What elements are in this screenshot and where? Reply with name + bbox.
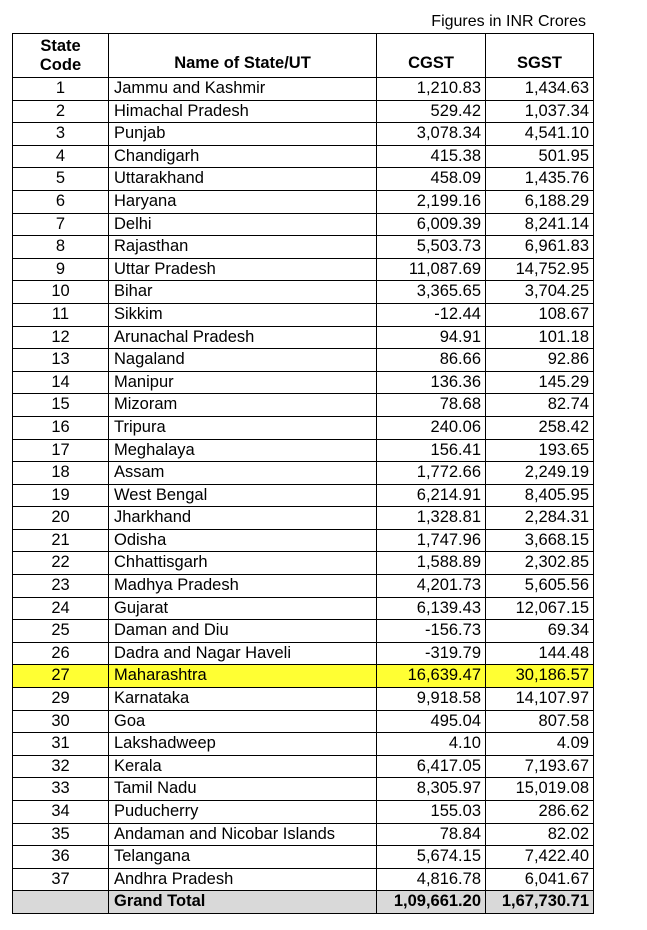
state-name-cell: Telangana xyxy=(109,846,377,869)
state-code-cell: 30 xyxy=(13,710,109,733)
table-row xyxy=(13,507,594,530)
table-row xyxy=(13,416,594,439)
sgst-cell: 286.62 xyxy=(486,801,594,824)
state-name-cell: Chandigarh xyxy=(109,145,377,168)
cgst-cell: 86.66 xyxy=(377,349,486,372)
state-name-cell: Jammu and Kashmir xyxy=(109,78,377,101)
sgst-cell: 69.34 xyxy=(486,620,594,643)
table-row xyxy=(13,326,594,349)
table-header xyxy=(13,34,594,78)
state-name-cell: Himachal Pradesh xyxy=(109,100,377,123)
table-footer xyxy=(13,891,594,914)
state-name-cell: Chhattisgarh xyxy=(109,552,377,575)
table-row xyxy=(13,145,594,168)
sgst-cell: 1,037.34 xyxy=(486,100,594,123)
cgst-cell: 1,210.83 xyxy=(377,78,486,101)
state-code-cell: 7 xyxy=(13,213,109,236)
cgst-cell: 2,199.16 xyxy=(377,190,486,213)
sgst-cell: 82.02 xyxy=(486,823,594,846)
state-name-cell: Tripura xyxy=(109,416,377,439)
sgst-cell: 101.18 xyxy=(486,326,594,349)
sgst-cell: 258.42 xyxy=(486,416,594,439)
sgst-cell: 1,434.63 xyxy=(486,78,594,101)
table-row xyxy=(13,236,594,259)
state-code-cell: 13 xyxy=(13,349,109,372)
state-code-cell: 8 xyxy=(13,236,109,259)
state-name-cell: Uttarakhand xyxy=(109,168,377,191)
table-row xyxy=(13,597,594,620)
sgst-cell: 15,019.08 xyxy=(486,778,594,801)
table-row xyxy=(13,123,594,146)
table-row xyxy=(13,823,594,846)
sgst-cell: 3,668.15 xyxy=(486,529,594,552)
table-row xyxy=(13,688,594,711)
table-row xyxy=(13,778,594,801)
table-row xyxy=(13,281,594,304)
cgst-cell: 6,214.91 xyxy=(377,484,486,507)
table-row xyxy=(13,168,594,191)
table-row xyxy=(13,801,594,824)
cgst-cell: 1,328.81 xyxy=(377,507,486,530)
state-name-cell: Lakshadweep xyxy=(109,733,377,756)
sgst-cell: 7,422.40 xyxy=(486,846,594,869)
state-code-cell: 31 xyxy=(13,733,109,756)
state-name-cell: Nagaland xyxy=(109,349,377,372)
sgst-cell: 144.48 xyxy=(486,642,594,665)
grand-total-row xyxy=(13,891,594,914)
cgst-cell: 5,674.15 xyxy=(377,846,486,869)
state-name-cell: Maharashtra xyxy=(109,665,377,688)
sgst-cell: 193.65 xyxy=(486,439,594,462)
state-name-cell: West Bengal xyxy=(109,484,377,507)
cgst-cell: 529.42 xyxy=(377,100,486,123)
state-code-cell: 22 xyxy=(13,552,109,575)
state-code-cell: 15 xyxy=(13,394,109,417)
state-name-cell: Mizoram xyxy=(109,394,377,417)
state-name-cell: Odisha xyxy=(109,529,377,552)
state-code-cell: 9 xyxy=(13,258,109,281)
state-code-cell: 17 xyxy=(13,439,109,462)
table-row xyxy=(13,303,594,326)
sgst-cell: 5,605.56 xyxy=(486,575,594,598)
state-code-cell: 26 xyxy=(13,642,109,665)
state-code-cell: 11 xyxy=(13,303,109,326)
state-code-cell: 36 xyxy=(13,846,109,869)
state-name-cell: Delhi xyxy=(109,213,377,236)
grand-total-label: Grand Total xyxy=(109,891,377,914)
state-name-cell: Andaman and Nicobar Islands xyxy=(109,823,377,846)
sgst-cell: 7,193.67 xyxy=(486,755,594,778)
state-code-cell: 20 xyxy=(13,507,109,530)
table-row xyxy=(13,100,594,123)
sgst-cell: 4.09 xyxy=(486,733,594,756)
state-code-cell: 37 xyxy=(13,868,109,891)
table-row xyxy=(13,710,594,733)
state-code-header-line1: State xyxy=(40,36,81,55)
table-row xyxy=(13,190,594,213)
sgst-cell: 4,541.10 xyxy=(486,123,594,146)
state-name-cell: Meghalaya xyxy=(109,439,377,462)
state-code-header-line2: Code xyxy=(39,55,82,74)
cgst-cell: 415.38 xyxy=(377,145,486,168)
state-code-cell: 19 xyxy=(13,484,109,507)
cgst-cell: 16,639.47 xyxy=(377,665,486,688)
cgst-cell: -319.79 xyxy=(377,642,486,665)
cgst-cell: 1,747.96 xyxy=(377,529,486,552)
state-code-cell: 24 xyxy=(13,597,109,620)
state-code-header xyxy=(13,34,109,78)
state-name-cell: Arunachal Pradesh xyxy=(109,326,377,349)
table-row xyxy=(13,439,594,462)
cgst-cell: 156.41 xyxy=(377,439,486,462)
sgst-cell: 108.67 xyxy=(486,303,594,326)
cgst-cell: 11,087.69 xyxy=(377,258,486,281)
table-row xyxy=(13,213,594,236)
state-name-cell: Puducherry xyxy=(109,801,377,824)
sgst-cell: 1,435.76 xyxy=(486,168,594,191)
sgst-cell: 6,188.29 xyxy=(486,190,594,213)
sgst-cell: 30,186.57 xyxy=(486,665,594,688)
state-code-cell: 23 xyxy=(13,575,109,598)
table-row xyxy=(13,620,594,643)
table-body xyxy=(13,78,594,891)
state-code-cell: 2 xyxy=(13,100,109,123)
sgst-cell: 6,961.83 xyxy=(486,236,594,259)
state-name-cell: Rajasthan xyxy=(109,236,377,259)
cgst-cell: 6,009.39 xyxy=(377,213,486,236)
sgst-cell: 8,405.95 xyxy=(486,484,594,507)
state-code-cell: 14 xyxy=(13,371,109,394)
table-row xyxy=(13,665,594,688)
sgst-cell: 12,067.15 xyxy=(486,597,594,620)
cgst-cell: 136.36 xyxy=(377,371,486,394)
table-row xyxy=(13,462,594,485)
state-code-cell: 27 xyxy=(13,665,109,688)
table-row xyxy=(13,78,594,101)
state-code-cell: 1 xyxy=(13,78,109,101)
units-note: Figures in INR Crores xyxy=(431,13,586,30)
sgst-cell: 807.58 xyxy=(486,710,594,733)
state-name-cell: Sikkim xyxy=(109,303,377,326)
table-row xyxy=(13,349,594,372)
state-code-cell: 34 xyxy=(13,801,109,824)
table-row xyxy=(13,755,594,778)
state-name-cell: Manipur xyxy=(109,371,377,394)
table-row xyxy=(13,484,594,507)
state-code-cell: 4 xyxy=(13,145,109,168)
sgst-cell: 2,249.19 xyxy=(486,462,594,485)
state-name-cell: Bihar xyxy=(109,281,377,304)
cgst-cell: 3,078.34 xyxy=(377,123,486,146)
state-name-cell: Uttar Pradesh xyxy=(109,258,377,281)
grand-total-cgst: 1,09,661.20 xyxy=(377,891,486,914)
sgst-cell: 82.74 xyxy=(486,394,594,417)
state-name-header: Name of State/UT xyxy=(109,34,377,78)
sgst-cell: 2,302.85 xyxy=(486,552,594,575)
cgst-cell: 240.06 xyxy=(377,416,486,439)
state-name-cell: Andhra Pradesh xyxy=(109,868,377,891)
state-name-cell: Karnataka xyxy=(109,688,377,711)
sgst-cell: 14,107.97 xyxy=(486,688,594,711)
cgst-cell: 155.03 xyxy=(377,801,486,824)
cgst-cell: 8,305.97 xyxy=(377,778,486,801)
state-name-cell: Gujarat xyxy=(109,597,377,620)
table-row xyxy=(13,371,594,394)
state-name-cell: Tamil Nadu xyxy=(109,778,377,801)
table-row xyxy=(13,846,594,869)
table-row xyxy=(13,394,594,417)
state-code-cell: 12 xyxy=(13,326,109,349)
state-code-cell: 16 xyxy=(13,416,109,439)
cgst-cell: 495.04 xyxy=(377,710,486,733)
cgst-cell: 4,816.78 xyxy=(377,868,486,891)
cgst-cell: 78.68 xyxy=(377,394,486,417)
state-code-cell: 21 xyxy=(13,529,109,552)
cgst-cell: 6,139.43 xyxy=(377,597,486,620)
table-row xyxy=(13,258,594,281)
state-name-cell: Punjab xyxy=(109,123,377,146)
cgst-cell: 6,417.05 xyxy=(377,755,486,778)
sgst-cell: 145.29 xyxy=(486,371,594,394)
cgst-cell: 1,772.66 xyxy=(377,462,486,485)
sgst-cell: 3,704.25 xyxy=(486,281,594,304)
state-code-cell: 10 xyxy=(13,281,109,304)
table-row xyxy=(13,552,594,575)
state-code-cell: 29 xyxy=(13,688,109,711)
grand-total-sgst: 1,67,730.71 xyxy=(486,891,594,914)
sgst-header: SGST xyxy=(486,34,594,78)
grand-total-code-cell xyxy=(13,891,109,914)
cgst-cell: 94.91 xyxy=(377,326,486,349)
state-code-cell: 35 xyxy=(13,823,109,846)
cgst-cell: -12.44 xyxy=(377,303,486,326)
cgst-cell: 4.10 xyxy=(377,733,486,756)
state-name-cell: Dadra and Nagar Haveli xyxy=(109,642,377,665)
sgst-cell: 14,752.95 xyxy=(486,258,594,281)
cgst-cell: 78.84 xyxy=(377,823,486,846)
sgst-cell: 2,284.31 xyxy=(486,507,594,530)
state-name-cell: Daman and Diu xyxy=(109,620,377,643)
gst-table xyxy=(12,33,594,914)
state-code-cell: 32 xyxy=(13,755,109,778)
cgst-cell: 3,365.65 xyxy=(377,281,486,304)
cgst-cell: 9,918.58 xyxy=(377,688,486,711)
sgst-cell: 501.95 xyxy=(486,145,594,168)
cgst-cell: 1,588.89 xyxy=(377,552,486,575)
cgst-cell: 4,201.73 xyxy=(377,575,486,598)
state-code-cell: 6 xyxy=(13,190,109,213)
state-name-cell: Assam xyxy=(109,462,377,485)
state-code-cell: 33 xyxy=(13,778,109,801)
sgst-cell: 92.86 xyxy=(486,349,594,372)
state-code-cell: 25 xyxy=(13,620,109,643)
table-row xyxy=(13,529,594,552)
state-name-cell: Haryana xyxy=(109,190,377,213)
sgst-cell: 6,041.67 xyxy=(486,868,594,891)
state-name-cell: Goa xyxy=(109,710,377,733)
state-name-cell: Kerala xyxy=(109,755,377,778)
cgst-cell: 458.09 xyxy=(377,168,486,191)
cgst-cell: 5,503.73 xyxy=(377,236,486,259)
state-name-cell: Madhya Pradesh xyxy=(109,575,377,598)
state-code-cell: 3 xyxy=(13,123,109,146)
table-row xyxy=(13,642,594,665)
state-code-cell: 5 xyxy=(13,168,109,191)
state-code-cell: 18 xyxy=(13,462,109,485)
table-row xyxy=(13,575,594,598)
cgst-cell: -156.73 xyxy=(377,620,486,643)
table-row xyxy=(13,733,594,756)
table-row xyxy=(13,868,594,891)
cgst-header: CGST xyxy=(377,34,486,78)
sgst-cell: 8,241.14 xyxy=(486,213,594,236)
state-name-cell: Jharkhand xyxy=(109,507,377,530)
